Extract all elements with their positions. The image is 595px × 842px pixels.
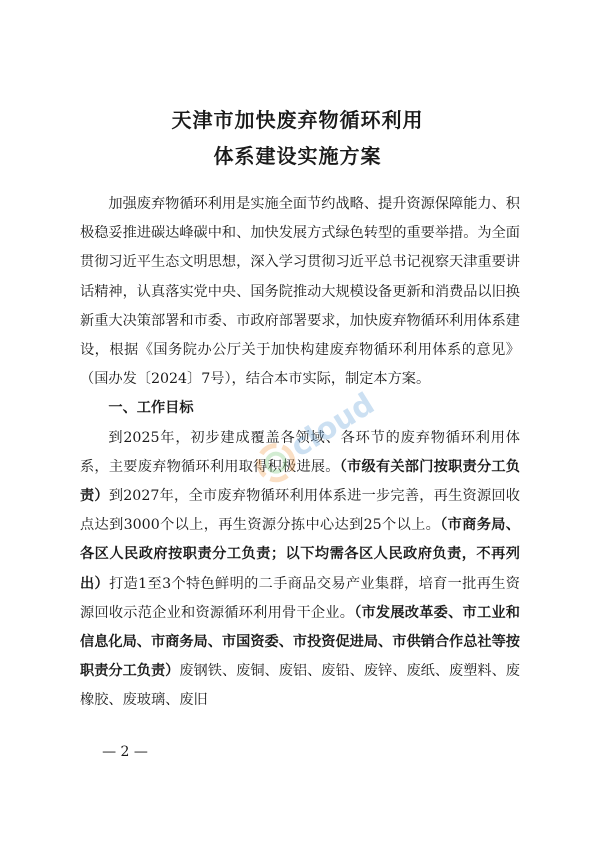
page-number: — 2 —	[102, 744, 148, 760]
goal-text-2027: 到2027年，全市废弃物循环利用体系进一步完善，再生资源回收点达到3000个以上，再生资源分拣中心达到25个以上。	[80, 488, 520, 534]
document-title-line-1: 天津市加快废弃物循环利用	[171, 108, 424, 132]
goals-paragraph	[80, 424, 520, 716]
watermark-text: cloud	[284, 386, 381, 465]
goal-text-2025: 到2025年，初步建成覆盖各领域、各环节的废弃物循环利用体系，主要废弃物循环利用取得积极进展。	[80, 429, 520, 475]
section-heading-goals: 一、工作目标	[108, 400, 194, 417]
goal-text-waste-materials: 废钢铁、废铜、废铝、废铅、废锌、废纸、废塑料、废橡胶、废玻璃、废旧	[80, 663, 520, 709]
responsibility-note-2: （市商务局、各区人民政府按职责分工负责；以下均需各区人民政府负责，不再列出）	[80, 517, 520, 592]
document-title-line-2: 体系建设实施方案	[213, 144, 382, 168]
intro-paragraph: 加强废弃物循环利用是实施全面节约战略、提升资源保障能力、积极稳妥推进碳达峰碳中和、加快发展方式绿色转型的重要举措。为全面贯彻习近平生态文明思想，深入学习贯彻习近平总书记视察天津重要讲话精神，认真落实党中央、国务院推动大规模设备更新和消费品以旧换新重大决策部署和市委、市政府部署要求，加快废弃物循环利用体系建设，根据《国务院办公厅关于加快构建废弃物循环利用体系的意见》（国办发〔2024〕7号），结合本市实际，制定本方案。	[80, 196, 520, 388]
responsibility-note-1: （市级有关部门按职责分工负责）	[80, 458, 520, 505]
document-body	[80, 190, 520, 716]
goal-text-industry-clusters: 打造1至3个特色鲜明的二手商品交易产业集群，培育一批再生资源回收示范企业和资源循环利用骨干企业。	[80, 575, 520, 621]
responsibility-note-3: （市发展改革委、市工业和信息化局、市商务局、市国资委、市投资促进局、市供销合作总社等按职责分工负责）	[80, 604, 520, 680]
